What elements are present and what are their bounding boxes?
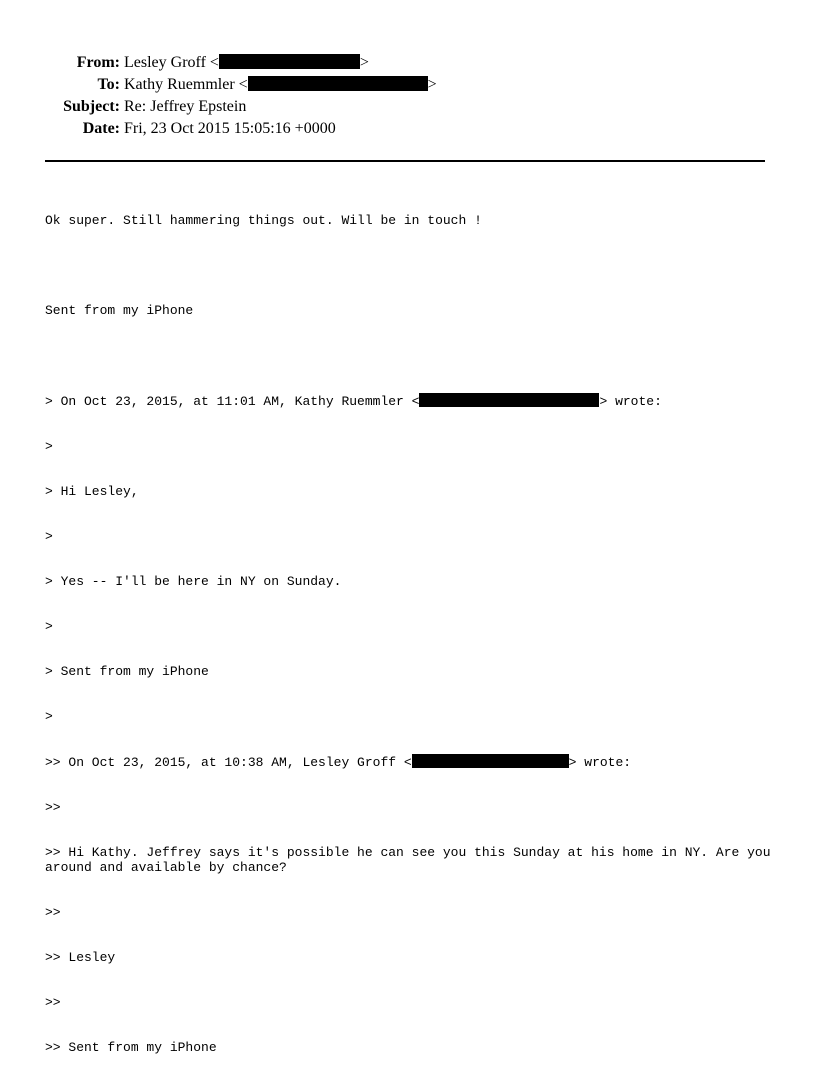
from-close: > [359,54,369,71]
quote-blank-line: > [45,529,53,544]
nested-quote-blank-line: >> [45,995,61,1010]
from-label: From: [76,54,120,71]
reply-text: Ok super. Still hammering things out. Will be in touch ! [45,213,482,228]
subject-value: Re: Jeffrey Epstein [124,98,247,115]
date-label: Date: [82,120,120,137]
date-row [0,118,816,140]
quote1-text: > Yes -- I'll be here in NY on Sunday. [45,574,342,589]
date-value: Fri, 23 Oct 2015 15:05:16 +0000 [124,120,336,137]
quote2-intro-after: > wrote: [568,755,632,770]
header-divider [45,160,765,162]
quote1-signature: > Sent from my iPhone [45,664,209,679]
redacted-email-block [248,76,428,91]
from-name: Lesley Groff < [124,54,219,71]
to-value [124,74,437,96]
spacer [45,258,785,273]
quote-blank-line: > [45,619,53,634]
quote-blank-line: > [45,439,53,454]
redacted-email-block [419,393,599,407]
to-close: > [427,76,437,93]
from-row [0,52,816,74]
quote2-name: >> Lesley [45,950,116,965]
to-label: To: [97,76,120,93]
quote1-intro-before: > On Oct 23, 2015, at 11:01 AM, Kathy Ruemmler < [45,394,420,409]
reply-signature: Sent from my iPhone [45,303,194,318]
spacer [45,348,785,363]
quote1-greeting: > Hi Lesley, [45,484,139,499]
quote2-intro [45,754,785,770]
quote1-intro-after: > wrote: [599,394,662,409]
quote2-signature: >> Sent from my iPhone [45,1040,217,1055]
nested-quote-blank-line: >> [45,905,61,920]
redacted-email-block [219,54,360,69]
subject-label: Subject: [63,98,120,115]
subject-row [0,96,816,118]
email-body [45,183,785,1070]
to-row [0,74,816,96]
to-name: Kathy Ruemmler < [124,76,248,93]
quote2-text: >> Hi Kathy. Jeffrey says it's possible he can see you this Sunday at his home in NY. Are you around and available by chance? [45,845,779,875]
quote-blank-line: > [45,709,53,724]
nested-quote-blank-line: >> [45,800,61,815]
email-header [0,52,816,140]
quote1-intro [45,393,785,409]
quote2-intro-before: >> On Oct 23, 2015, at 10:38 AM, Lesley Groff < [45,755,412,770]
redacted-email-block [412,754,569,768]
from-value [124,52,369,74]
